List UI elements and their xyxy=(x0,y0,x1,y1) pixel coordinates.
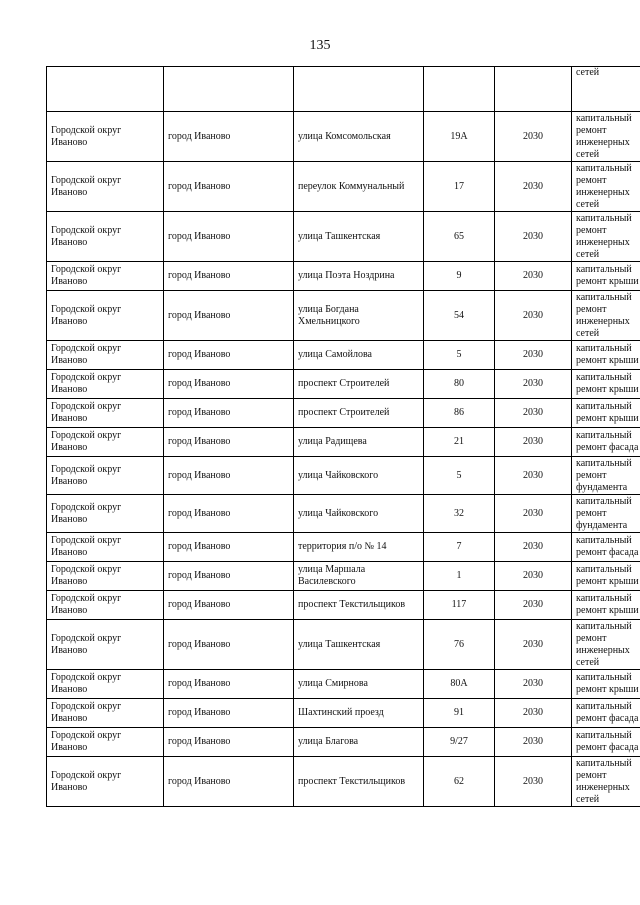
cell-street: проспект Текстильщиков xyxy=(294,591,424,620)
cell-street: улица Чайковского xyxy=(294,495,424,533)
cell-house: 91 xyxy=(424,699,495,728)
cell-municipality: Городской округ Иваново xyxy=(47,699,164,728)
cell-city: город Иваново xyxy=(164,370,294,399)
cell-street: улица Самойлова xyxy=(294,341,424,370)
cell-city: город Иваново xyxy=(164,428,294,457)
cell-city: город Иваново xyxy=(164,591,294,620)
cell-work: капитальный ремонт крыши xyxy=(572,262,640,291)
cell-house: 32 xyxy=(424,495,495,533)
cell-year: 2030 xyxy=(495,162,572,212)
table-body xyxy=(47,67,640,807)
cell-municipality: Городской округ Иваново xyxy=(47,399,164,428)
cell-city: город Иваново xyxy=(164,620,294,670)
cell-street: переулок Коммунальный xyxy=(294,162,424,212)
cell-year: 2030 xyxy=(495,699,572,728)
table-row xyxy=(47,162,640,212)
table-row-continued xyxy=(47,67,640,112)
cell-city: город Иваново xyxy=(164,262,294,291)
cell-city: город Иваново xyxy=(164,212,294,262)
cell-city: город Иваново xyxy=(164,533,294,562)
cell-street: улица Ташкентская xyxy=(294,212,424,262)
cell-work: капитальный ремонт инженерных сетей xyxy=(572,112,640,162)
table-row xyxy=(47,533,640,562)
cell-city: город Иваново xyxy=(164,728,294,757)
cell-year: 2030 xyxy=(495,533,572,562)
cell-street: улица Маршала Василевского xyxy=(294,562,424,591)
cell-house: 54 xyxy=(424,291,495,341)
cell-work: капитальный ремонт инженерных сетей xyxy=(572,291,640,341)
cell-city: город Иваново xyxy=(164,341,294,370)
cell-city: город Иваново xyxy=(164,670,294,699)
cell-work: капитальный ремонт фасада xyxy=(572,699,640,728)
cell-year: 2030 xyxy=(495,262,572,291)
cell-street: проспект Строителей xyxy=(294,370,424,399)
cell-house: 5 xyxy=(424,457,495,495)
cell-work: капитальный ремонт инженерных сетей xyxy=(572,620,640,670)
housing-repair-table xyxy=(46,66,640,807)
cell-work: капитальный ремонт крыши xyxy=(572,670,640,699)
cell-year: 2030 xyxy=(495,620,572,670)
cell-work: капитальный ремонт фасада xyxy=(572,533,640,562)
table-row xyxy=(47,757,640,807)
cell-municipality: Городской округ Иваново xyxy=(47,728,164,757)
cell-house: 5 xyxy=(424,341,495,370)
cell-work: капитальный ремонт инженерных сетей xyxy=(572,162,640,212)
cell-street: территория п/о № 14 xyxy=(294,533,424,562)
table-row xyxy=(47,495,640,533)
cell-year: 2030 xyxy=(495,591,572,620)
cell-municipality: Городской округ Иваново xyxy=(47,562,164,591)
cell-municipality: Городской округ Иваново xyxy=(47,112,164,162)
cell-year: 2030 xyxy=(495,112,572,162)
table-row xyxy=(47,428,640,457)
cell-municipality: Городской округ Иваново xyxy=(47,533,164,562)
cell-municipality: Городской округ Иваново xyxy=(47,262,164,291)
table-row xyxy=(47,670,640,699)
table-row xyxy=(47,591,640,620)
cell-municipality xyxy=(47,67,164,112)
cell-street xyxy=(294,67,424,112)
table-row xyxy=(47,620,640,670)
cell-city: город Иваново xyxy=(164,562,294,591)
cell-city: город Иваново xyxy=(164,399,294,428)
cell-work: капитальный ремонт крыши xyxy=(572,562,640,591)
cell-municipality: Городской округ Иваново xyxy=(47,670,164,699)
cell-street: проспект Текстильщиков xyxy=(294,757,424,807)
table-row xyxy=(47,262,640,291)
cell-house: 80А xyxy=(424,670,495,699)
cell-street: улица Благова xyxy=(294,728,424,757)
cell-house: 9/27 xyxy=(424,728,495,757)
cell-house: 62 xyxy=(424,757,495,807)
cell-year: 2030 xyxy=(495,562,572,591)
cell-house: 80 xyxy=(424,370,495,399)
cell-year: 2030 xyxy=(495,428,572,457)
cell-street: улица Чайковского xyxy=(294,457,424,495)
table-row xyxy=(47,291,640,341)
table-row xyxy=(47,212,640,262)
cell-house: 7 xyxy=(424,533,495,562)
table-row xyxy=(47,699,640,728)
cell-municipality: Городской округ Иваново xyxy=(47,341,164,370)
cell-work: сетей xyxy=(572,67,640,112)
cell-city: город Иваново xyxy=(164,291,294,341)
cell-work: капитальный ремонт инженерных сетей xyxy=(572,212,640,262)
cell-municipality: Городской округ Иваново xyxy=(47,370,164,399)
cell-house: 21 xyxy=(424,428,495,457)
cell-street: улица Ташкентская xyxy=(294,620,424,670)
table-row xyxy=(47,728,640,757)
cell-street: улица Богдана Хмельницкого xyxy=(294,291,424,341)
cell-city: город Иваново xyxy=(164,699,294,728)
cell-municipality: Городской округ Иваново xyxy=(47,428,164,457)
cell-work: капитальный ремонт фасада xyxy=(572,428,640,457)
cell-work: капитальный ремонт крыши xyxy=(572,341,640,370)
cell-house: 17 xyxy=(424,162,495,212)
cell-year: 2030 xyxy=(495,757,572,807)
cell-work: капитальный ремонт фасада xyxy=(572,728,640,757)
cell-work: капитальный ремонт фундамента xyxy=(572,495,640,533)
cell-street: улица Радищева xyxy=(294,428,424,457)
cell-house: 76 xyxy=(424,620,495,670)
cell-street: улица Смирнова xyxy=(294,670,424,699)
cell-year xyxy=(495,67,572,112)
cell-work: капитальный ремонт крыши xyxy=(572,591,640,620)
cell-municipality: Городской округ Иваново xyxy=(47,620,164,670)
cell-municipality: Городской округ Иваново xyxy=(47,591,164,620)
cell-city: город Иваново xyxy=(164,457,294,495)
cell-year: 2030 xyxy=(495,212,572,262)
table-row xyxy=(47,112,640,162)
cell-house: 117 xyxy=(424,591,495,620)
cell-house: 9 xyxy=(424,262,495,291)
cell-house: 65 xyxy=(424,212,495,262)
cell-year: 2030 xyxy=(495,457,572,495)
cell-work: капитальный ремонт крыши xyxy=(572,370,640,399)
cell-city: город Иваново xyxy=(164,162,294,212)
cell-city: город Иваново xyxy=(164,112,294,162)
cell-year: 2030 xyxy=(495,495,572,533)
cell-street: улица Поэта Ноздрина xyxy=(294,262,424,291)
cell-municipality: Городской округ Иваново xyxy=(47,162,164,212)
cell-city: город Иваново xyxy=(164,495,294,533)
page-number: 135 xyxy=(309,38,331,53)
cell-house xyxy=(424,67,495,112)
cell-work: капитальный ремонт фундамента xyxy=(572,457,640,495)
cell-work: капитальный ремонт инженерных сетей xyxy=(572,757,640,807)
table-row xyxy=(47,399,640,428)
cell-house: 1 xyxy=(424,562,495,591)
cell-street: улица Комсомольская xyxy=(294,112,424,162)
cell-city xyxy=(164,67,294,112)
cell-year: 2030 xyxy=(495,728,572,757)
cell-street: Шахтинский проезд xyxy=(294,699,424,728)
cell-street: проспект Строителей xyxy=(294,399,424,428)
cell-house: 19А xyxy=(424,112,495,162)
cell-year: 2030 xyxy=(495,670,572,699)
cell-municipality: Городской округ Иваново xyxy=(47,457,164,495)
table-row xyxy=(47,562,640,591)
cell-city: город Иваново xyxy=(164,757,294,807)
table-row xyxy=(47,370,640,399)
cell-work: капитальный ремонт крыши xyxy=(572,399,640,428)
cell-house: 86 xyxy=(424,399,495,428)
cell-municipality: Городской округ Иваново xyxy=(47,495,164,533)
cell-municipality: Городской округ Иваново xyxy=(47,212,164,262)
cell-municipality: Городской округ Иваново xyxy=(47,757,164,807)
cell-municipality: Городской округ Иваново xyxy=(47,291,164,341)
cell-year: 2030 xyxy=(495,341,572,370)
cell-year: 2030 xyxy=(495,291,572,341)
table-row xyxy=(47,457,640,495)
cell-year: 2030 xyxy=(495,370,572,399)
cell-year: 2030 xyxy=(495,399,572,428)
table-row xyxy=(47,341,640,370)
